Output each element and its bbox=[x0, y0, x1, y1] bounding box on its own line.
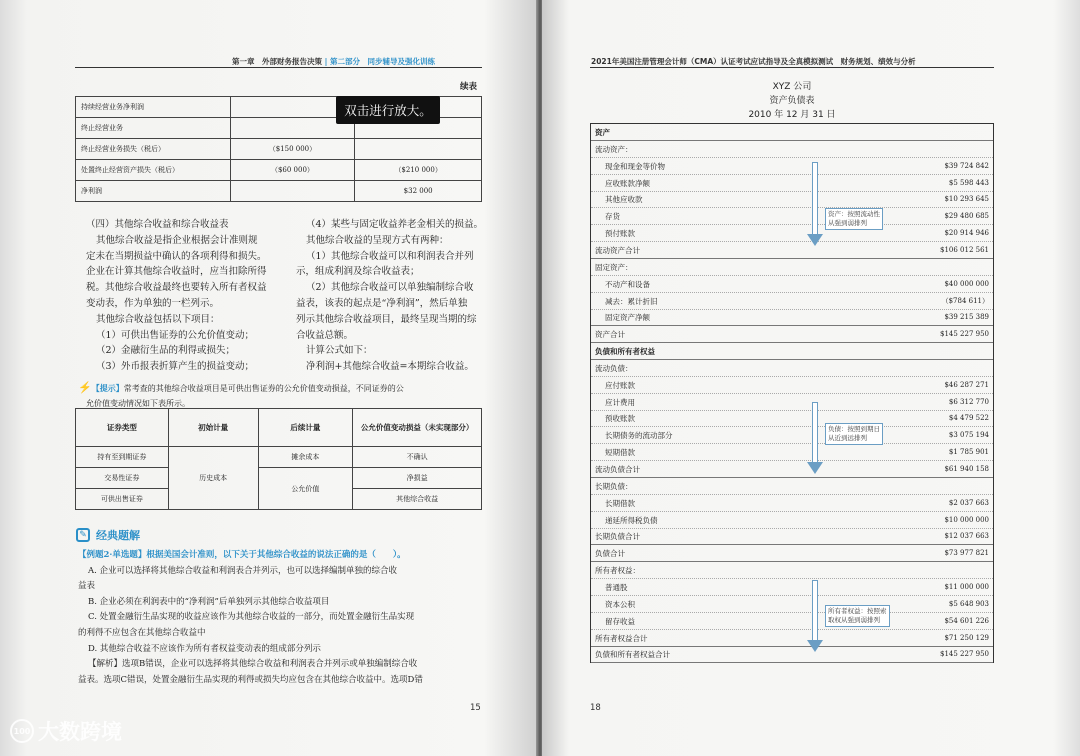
balance-row bbox=[591, 141, 993, 158]
balance-row bbox=[591, 158, 993, 175]
balance-label: 流动资产合计 bbox=[595, 245, 640, 255]
balance-label: 现金和现金等价物 bbox=[605, 161, 665, 171]
balance-label: 流动负债合计 bbox=[595, 465, 640, 474]
balance-value: $5 598 443 bbox=[948, 178, 989, 187]
balance-row bbox=[591, 225, 993, 242]
balance-row bbox=[591, 293, 993, 310]
table-header-row: 证券类型 初始计量 后续计量 公允价值变动损益（未实现部分） bbox=[76, 409, 482, 447]
table-row: 终止经营业务 bbox=[76, 118, 482, 139]
balance-row bbox=[591, 410, 993, 427]
table-row: 持有至到期证券 历史成本 摊余成本 不确认 bbox=[76, 447, 482, 468]
down-arrow-icon bbox=[809, 580, 821, 652]
annotation-note: 所有者权益：按照索 取权从强到弱排列 bbox=[825, 605, 890, 627]
annotation-note: 负债：按照到期日 从近到远排列 bbox=[825, 423, 883, 445]
balance-row bbox=[591, 242, 993, 259]
balance-row bbox=[591, 579, 993, 596]
balance-value: $106 012 561 bbox=[940, 245, 989, 254]
balance-row bbox=[591, 360, 993, 377]
balance-value: $145 227 950 bbox=[940, 330, 989, 339]
balance-label: 所有者权益： bbox=[595, 566, 640, 576]
balance-value: $20 914 946 bbox=[944, 229, 989, 238]
balance-label: 预收账款 bbox=[605, 414, 635, 424]
table-row: 处置终止经营资产损失（税后） （$60 000） （$210 000） bbox=[76, 160, 482, 181]
table-row: 净利润 $32 000 bbox=[76, 181, 482, 202]
balance-value: $6 312 770 bbox=[948, 397, 989, 406]
balance-label: 负债和所有者权益合计 bbox=[595, 650, 670, 660]
balance-label: 流动资产： bbox=[595, 144, 633, 154]
balance-value: $4 479 522 bbox=[948, 414, 989, 423]
balance-value: $12 037 663 bbox=[944, 532, 989, 541]
balance-label: 固定资产净额 bbox=[605, 313, 650, 323]
balance-value: $11 000 000 bbox=[944, 582, 989, 591]
balance-row bbox=[591, 309, 993, 326]
balance-row bbox=[591, 528, 993, 545]
left-header: 第一章 外部财务报告决策 | 第二部分 同步辅导及强化训练 bbox=[232, 57, 435, 66]
balance-value: $3 075 194 bbox=[948, 431, 989, 440]
balance-label: 资产 bbox=[595, 128, 610, 137]
tip-block: ⚡【提示】常考查的其他综合收益项目是可供出售证券的公允价值变动损益，不同证券的公 允价值变动情况如下表所示。 bbox=[78, 381, 404, 408]
table-row: 终止经营业务损失（税后） （$150 000） bbox=[76, 139, 482, 160]
balance-label: 流动负债： bbox=[595, 363, 633, 373]
balance-label: 负债和所有者权益 bbox=[595, 347, 655, 357]
balance-label: 固定资产： bbox=[595, 262, 633, 272]
balance-value: $71 250 129 bbox=[944, 633, 989, 642]
balance-row bbox=[591, 613, 993, 630]
right-column-text: （4）某些与固定收益养老金相关的损益。 其他综合收益的呈现方式有两种： （1）其他综合收益可以和利润表合并列 示，组成利润及综合收益表； （2）其他综合收益可以单独编制综合收 益表，该表的起点是“净利润”，然后单独 列示其他综合收益项目，最终呈现当期的综 合收益总额。 计算公式如下： 净利润+其他综合收益=本期综合收益。 bbox=[296, 219, 484, 373]
balance-label: 应付账款 bbox=[605, 380, 635, 390]
balance-row bbox=[591, 646, 993, 663]
statement-title: XYZ 公司 资产负债表 2010 年 12 月 31 日 bbox=[748, 82, 836, 120]
balance-value: （$784 611） bbox=[941, 296, 989, 305]
continued-label: 续表 bbox=[460, 82, 478, 92]
lightning-icon: ⚡ bbox=[78, 381, 92, 394]
brand-logo-icon: 100 bbox=[10, 719, 34, 743]
balance-label: 资产合计 bbox=[595, 330, 625, 340]
balance-row bbox=[591, 259, 993, 276]
balance-label: 减去：累计折旧 bbox=[605, 296, 658, 306]
balance-value: $145 227 950 bbox=[940, 650, 989, 659]
balance-label: 长期负债： bbox=[595, 481, 633, 491]
right-header: 2021年美国注册管理会计师（CMA）认证考试应试指导及全真模拟测试 财务规划、绩效与分析 bbox=[591, 57, 916, 66]
balance-value: $5 648 903 bbox=[948, 599, 989, 608]
balance-row bbox=[591, 394, 993, 411]
balance-value: $54 601 226 bbox=[944, 616, 989, 625]
balance-row bbox=[591, 124, 993, 141]
balance-sheet bbox=[590, 123, 994, 663]
down-arrow-icon bbox=[809, 402, 821, 474]
example-text: 【例题2·单选题】根据美国会计准则，以下关于其他综合收益的说法正确的是（ ）。 A. 企业可以选择将其他综合收益和利润表合并列示，也可以选择编制单独的综合收 益表 B. 企业必须在利润表中的“净利润”后单独列示其他综合收益项目 C. 处置金融衍生品实现的收益应该作为其他综合收益的一部分，而处置金融衍生品实现 的利得不应包含在其他综合收益中 D. 其他综合收益不应该作为所有者权益变动表的组成部分列示 【解析】选项B错误，企业可以选择将其他综合收益和利润表合并列示或单独编制综合收 益表。选项C错误，处置金融衍生品实现的利得或损失均应包含在其他综合收益中。选项D错 bbox=[78, 550, 423, 685]
header-rule bbox=[75, 67, 482, 68]
header-rule bbox=[590, 67, 994, 68]
balance-label: 应收账款净额 bbox=[605, 178, 650, 188]
securities-table bbox=[75, 408, 482, 510]
balance-value: $10 293 645 bbox=[944, 195, 989, 204]
balance-value: $46 287 271 bbox=[944, 380, 989, 389]
balance-row bbox=[591, 208, 993, 225]
balance-row bbox=[591, 478, 993, 495]
balance-label: 其他应收款 bbox=[605, 195, 643, 205]
balance-row bbox=[591, 630, 993, 647]
balance-label: 普通股 bbox=[605, 582, 628, 592]
balance-label: 短期借款 bbox=[605, 448, 635, 458]
balance-label: 长期借款 bbox=[605, 498, 635, 508]
balance-value: $40 000 000 bbox=[944, 279, 989, 288]
balance-value: $10 000 000 bbox=[944, 515, 989, 524]
balance-label: 所有者权益合计 bbox=[595, 633, 648, 643]
balance-label: 应计费用 bbox=[605, 397, 635, 407]
table-row: 持续经营业务净利润 bbox=[76, 97, 482, 118]
balance-row bbox=[591, 545, 993, 562]
balance-value: $29 480 685 bbox=[944, 212, 989, 221]
balance-row bbox=[591, 562, 993, 579]
page-number-left: 15 bbox=[470, 703, 481, 713]
balance-value: $2 037 663 bbox=[948, 498, 989, 507]
balance-row bbox=[591, 191, 993, 208]
balance-label: 预付账款 bbox=[605, 229, 635, 239]
balance-row bbox=[591, 444, 993, 461]
balance-row bbox=[591, 427, 993, 444]
table-row: 可供出售证券 其他综合收益 bbox=[76, 489, 482, 510]
left-page bbox=[0, 0, 538, 756]
balance-value: $39 215 389 bbox=[944, 313, 989, 322]
left-column-text: （四）其他综合收益和综合收益表 其他综合收益是指企业根据会计准则规 定未在当期损益中确认的各项利得和损失。 企业在计算其他综合收益时，应当扣除所得 税。其他综合收益最终也要转入所有者权益 变动表，作为单独的一栏列示。 其他综合收益包括以下项目： （1）可供出售证券的公允价值变动； （2）金融衍生品的利得或损失； （3）外币报表折算产生的损益变动； bbox=[86, 219, 267, 373]
balance-label: 负债合计 bbox=[595, 549, 625, 559]
balance-value: $39 724 842 bbox=[944, 161, 989, 170]
balance-row bbox=[591, 377, 993, 394]
balance-label: 资本公积 bbox=[605, 599, 635, 609]
balance-value: $1 785 901 bbox=[948, 448, 989, 457]
balance-row bbox=[591, 276, 993, 293]
down-arrow-icon bbox=[809, 162, 821, 246]
balance-row bbox=[591, 596, 993, 613]
balance-row bbox=[591, 512, 993, 529]
balance-row bbox=[591, 495, 993, 512]
balance-value: $61 940 158 bbox=[944, 465, 989, 473]
balance-row bbox=[591, 343, 993, 360]
balance-label: 不动产和设备 bbox=[605, 279, 650, 289]
balance-label: 存货 bbox=[605, 212, 620, 222]
balance-row bbox=[591, 175, 993, 192]
balance-value: $73 977 821 bbox=[944, 549, 989, 558]
table-row: 交易性证券 公允价值 净损益 bbox=[76, 468, 482, 489]
zoom-tooltip[interactable]: 双击进行放大。 bbox=[336, 96, 440, 124]
section-title: ✎ 经典题解 bbox=[76, 527, 140, 543]
balance-row bbox=[591, 461, 993, 478]
watermark: 100 大数跨境 bbox=[10, 716, 122, 746]
page-number-right: 18 bbox=[590, 703, 601, 713]
balance-row bbox=[591, 326, 993, 343]
annotation-note: 资产：按照流动性 从强到弱排列 bbox=[825, 208, 883, 230]
balance-label: 长期负债合计 bbox=[595, 532, 640, 542]
balance-label: 长期债务的流动部分 bbox=[605, 431, 673, 441]
balance-label: 留存收益 bbox=[605, 616, 635, 626]
balance-label: 递延所得税负债 bbox=[605, 515, 658, 525]
edit-icon: ✎ bbox=[76, 528, 90, 542]
